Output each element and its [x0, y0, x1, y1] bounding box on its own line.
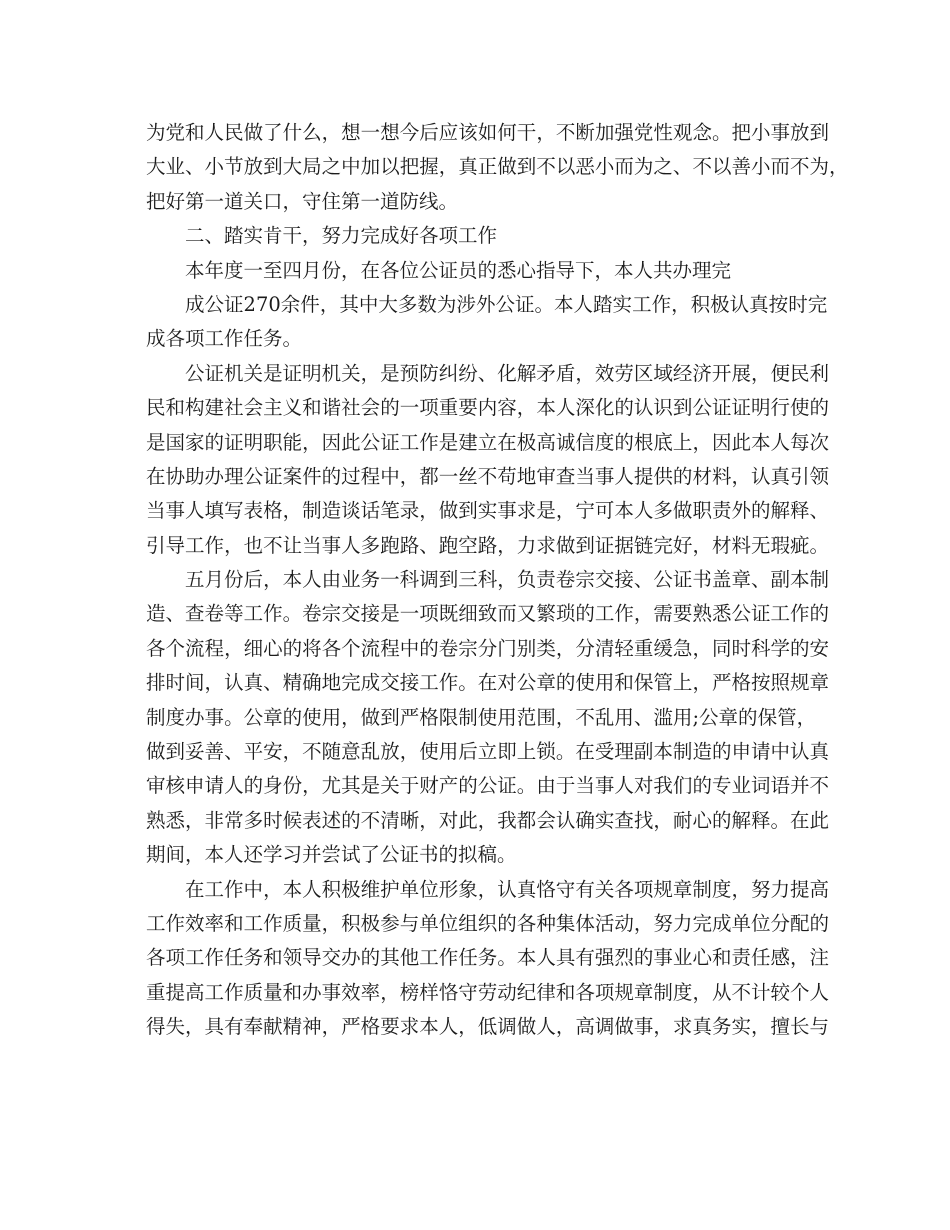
- text-line: 造 、 查 卷 等 工 作 。 卷 宗 交 接 是 一 项 既 细 致 而 又 繁 琐 的 工 作 ， 需 要 熟 悉 公 证 工 作 的: [146, 602, 830, 626]
- text-line: 五 月 份 后 ， 本 人 由 业 务 一 科 调 到 三 科 ， 负 责 卷 宗 交 接 、 公 证 书 盖 章 、 副 本 制: [185, 568, 830, 592]
- text-line: 民 和 构 建 社 会 主 义 和 谐 社 会 的 一 项 重 要 内 容 ， 本 人 深 化 的 认 识 到 公 证 证 明 行 使 的: [146, 396, 830, 420]
- text-line: 二、踏实肯干，努力完成好各项工作: [185, 224, 498, 248]
- text-line: 各 项 工 作 任 务 和 领 导 交 办 的 其 他 工 作 任 务 。 本 人 具 有 强 烈 的 事 业 心 和 责 任 感 ， 注: [146, 946, 830, 970]
- text-line: 引 导 工 作 ， 也 不 让 当 事 人 多 跑 路 、 跑 空 路 ， 力 求 做 到 证 据 链 完 好 ， 材 料 无 瑕 疵 。: [146, 533, 830, 557]
- text-line: 为 党 和 人 民 做 了 什 么 ， 想 一 想 今 后 应 该 如 何 干 ， 不 断 加 强 党 性 观 念 。 把 小 事 放 到: [146, 121, 830, 144]
- text-line: 各 个 流 程 ， 细 心 的 将 各 个 流 程 中 的 卷 宗 分 门 别 类 ， 分 清 轻 重 缓 急 ， 同 时 科 学 的 安: [146, 636, 830, 660]
- text-line: 重 提 高 工 作 质 量 和 办 事 效 率 ， 榜 样 恪 守 劳 动 纪 律 和 各 项 规 章 制 度 ， 从 不 计 较 个 人: [146, 980, 830, 1004]
- text-line: 成各项工作任务。: [146, 327, 303, 351]
- text-line: 期间，本人还学习并尝试了公证书的拟稿。: [146, 843, 517, 867]
- text-line: 公 证 机 关 是 证 明 机 关 ， 是 预 防 纠 纷 、 化 解 矛 盾 ， 效 劳 区 域 经 济 开 展 ， 便 民 利: [185, 361, 830, 385]
- text-line: 在 工 作 中 ， 本 人 积 极 维 护 单 位 形 象 ， 认 真 恪 守 有 关 各 项 规 章 制 度 ， 努 力 提 高: [185, 877, 830, 901]
- text-line: 做 到 妥 善 、 平 安 ， 不 随 意 乱 放 ， 使 用 后 立 即 上 锁 。 在 受 理 副 本 制 造 的 申 请 中 认 真: [146, 740, 830, 764]
- text-line: 把好第一道关口，守住第一道防线。: [146, 189, 459, 213]
- text-line: 大 业 、 小 节 放 到 大 局 之 中 加 以 把 握 ， 真 正 做 到 不 以 恶 小 而 为 之 、 不 以 善 小 而 不 为 ，: [146, 155, 849, 179]
- text-line: 工 作 效 率 和 工 作 质 量 ， 积 极 参 与 单 位 组 织 的 各 种 集 体 活 动 ， 努 力 完 成 单 位 分 配 的: [146, 911, 830, 935]
- text-line: 是 国 家 的 证 明 职 能 ， 因 此 公 证 工 作 是 建 立 在 极 高 诚 信 度 的 根 底 上 ， 因 此 本 人 每 次: [146, 430, 830, 454]
- text-line: 熟 悉 ， 非 常 多 时 候 表 述 的 不 清 晰 ， 对 此 ， 我 都 会 认 确 实 查 找 ， 耐 心 的 解 释 。 在 此: [146, 808, 830, 832]
- text-line: 本年度一至四月份，在各位公证员的悉心指导下，本人共办理完: [185, 258, 732, 282]
- text-line: 成 公 证 270 余 件 ， 其 中 大 多 数 为 涉 外 公 证 。 本 人 踏 实 工 作 ， 积 极 认 真 按 时 完: [185, 292, 828, 316]
- text-line: 在 协 助 办 理 公 证 案 件 的 过 程 中 ， 都 一 丝 不 苟 地 审 查 当 事 人 提 供 的 材 料 ， 认 真 引 领: [146, 464, 830, 488]
- document-body: [146, 116, 849, 1045]
- text-line: 当 事 人 填 写 表 格 ， 制 造 谈 话 笔 录 ， 做 到 实 事 求 是 ， 宁 可 本 人 多 做 职 责 外 的 解 释 、: [146, 499, 830, 523]
- text-line: 得 失 ， 具 有 奉 献 精 神 ， 严 格 要 求 本 人 ， 低 调 做 人 ， 高 调 做 事 ， 求 真 务 实 ， 擅 长 与: [146, 1015, 830, 1039]
- text-line: 审 核 申 请 人 的 身 份 ， 尤 其 是 关 于 财 产 的 公 证 。 由 于 当 事 人 对 我 们 的 专 业 词 语 并 不: [146, 774, 830, 798]
- text-line: 制 度 办 事 。 公 章 的 使 用 ， 做 到 严 格 限 制 使 用 范 围 ， 不 乱 用 、 滥 用 ; 公 章 的 保 管 ，: [146, 705, 817, 729]
- text-line: 排 时 间 ， 认 真 、 精 确 地 完 成 交 接 工 作 。 在 对 公 章 的 使 用 和 保 管 上 ， 严 格 按 照 规 章: [146, 671, 830, 695]
